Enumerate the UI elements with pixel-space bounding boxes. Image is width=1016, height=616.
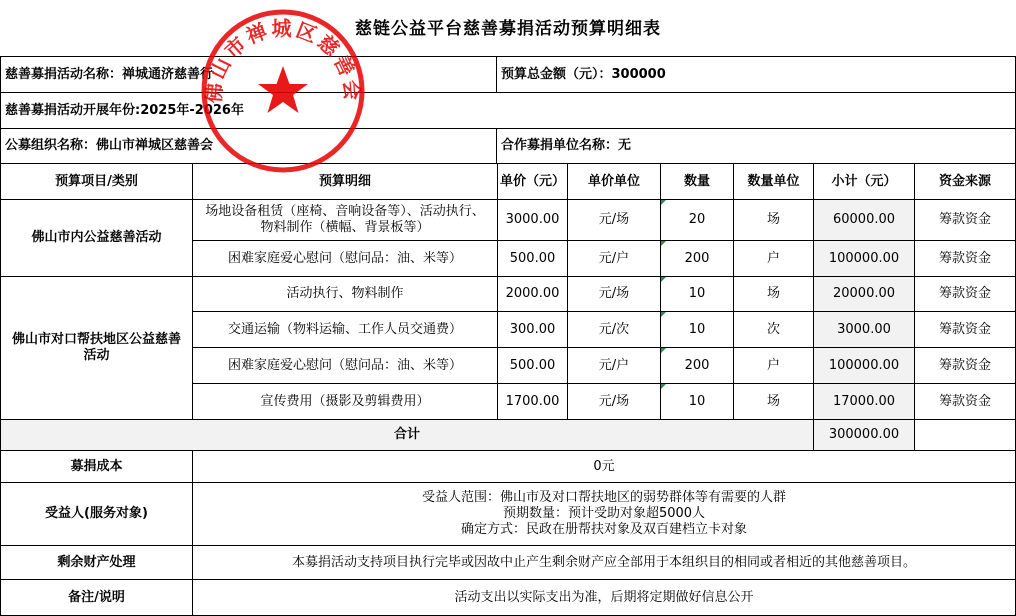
header-detail: 预算明细 — [193, 164, 498, 200]
row-subtotal: 3000.00 — [814, 312, 915, 348]
row-qty-unit: 次 — [734, 312, 814, 348]
row-qty-unit: 户 — [734, 348, 814, 384]
row-subtotal: 100000.00 — [814, 241, 915, 277]
row-price: 500.00 — [498, 348, 568, 384]
cost-label: 募捐成本 — [1, 451, 193, 483]
row-subtotal: 17000.00 — [814, 384, 915, 420]
row-source: 筹款资金 — [915, 200, 1016, 241]
activity-years: 慈善募捐活动开展年份:2025年-2026年 — [1, 93, 1016, 129]
header-source: 资金来源 — [915, 164, 1016, 200]
row-price-unit: 元/场 — [568, 384, 661, 420]
header-subtotal: 小计（元） — [814, 164, 915, 200]
row-source: 筹款资金 — [915, 348, 1016, 384]
activity-name: 慈善募捐活动名称：禅城通济慈善行 — [1, 57, 497, 93]
row-detail: 困难家庭爱心慰问（慰问品：油、米等） — [193, 348, 498, 384]
row-price-unit: 元/户 — [568, 348, 661, 384]
org-name: 公募组织名称：佛山市禅城区慈善会 — [1, 129, 497, 164]
total-label: 合计 — [1, 420, 814, 451]
row-source: 筹款资金 — [915, 241, 1016, 277]
remaining-value: 本募捐活动支持项目执行完毕或因故中止产生剩余财产应全部用于本组织目的相同或者相近的其他慈善项目。 — [193, 546, 1016, 580]
row-detail: 宣传费用（摄影及剪辑费用） — [193, 384, 498, 420]
row-price: 1700.00 — [498, 384, 568, 420]
cost-value: 0元 — [193, 451, 1016, 483]
row-qty-unit: 户 — [734, 241, 814, 277]
row-subtotal: 60000.00 — [814, 200, 915, 241]
row-detail: 困难家庭爱心慰问（慰问品：油、米等） — [193, 241, 498, 277]
header-qty-unit: 数量单位 — [734, 164, 814, 200]
page-title: 慈链公益平台慈善募捐活动预算明细表 — [355, 19, 661, 39]
row-price: 2000.00 — [498, 277, 568, 312]
row-detail: 活动执行、物料制作 — [193, 277, 498, 312]
seal-text: 佛山市禅城区慈善会 — [201, 16, 365, 105]
beneficiary-line: 受益人范围：佛山市及对口帮扶地区的弱势群体等有需要的人群 — [421, 490, 786, 505]
row-price: 300.00 — [498, 312, 568, 348]
row-price-unit: 元/场 — [568, 277, 661, 312]
beneficiary-line: 确定方式：民政在册帮扶对象及双百建档立卡对象 — [460, 522, 747, 537]
group-partner-region: 佛山市对口帮扶地区公益慈善活动 — [1, 277, 193, 420]
row-price-unit: 元/户 — [568, 241, 661, 277]
row-qty: 200 — [661, 348, 734, 384]
row-subtotal: 20000.00 — [814, 277, 915, 312]
partner-name: 合作募捐单位名称：无 — [497, 129, 1016, 164]
row-qty-unit: 场 — [734, 384, 814, 420]
header-qty: 数量 — [661, 164, 734, 200]
remaining-label: 剩余财产处理 — [1, 546, 193, 580]
row-detail: 场地设备租赁（座椅、音响设备等）、活动执行、物料制作（横幅、背景板等） — [193, 200, 498, 241]
total-value: 300000.00 — [814, 420, 915, 451]
notes-label: 备注/说明 — [1, 580, 193, 616]
row-qty-unit: 场 — [734, 200, 814, 241]
row-qty: 10 — [661, 312, 734, 348]
beneficiary-value — [193, 483, 1016, 546]
row-price-unit: 元/次 — [568, 312, 661, 348]
row-qty: 10 — [661, 277, 734, 312]
row-detail: 交通运输（物料运输、工作人员交通费） — [193, 312, 498, 348]
header-price: 单价（元） — [498, 164, 568, 200]
budget-total: 预算总金额（元）：300000 — [497, 57, 1016, 93]
row-price-unit: 元/场 — [568, 200, 661, 241]
row-price: 3000.00 — [498, 200, 568, 241]
row-qty: 20 — [661, 200, 734, 241]
row-subtotal: 100000.00 — [814, 348, 915, 384]
row-qty: 200 — [661, 241, 734, 277]
beneficiary-label: 受益人(服务对象) — [1, 483, 193, 546]
row-source: 筹款资金 — [915, 384, 1016, 420]
group-local: 佛山市内公益慈善活动 — [1, 200, 193, 277]
row-source: 筹款资金 — [915, 312, 1016, 348]
header-price-unit: 单价单位 — [568, 164, 661, 200]
row-qty: 10 — [661, 384, 734, 420]
notes-value: 活动支出以实际支出为准，后期将定期做好信息公开 — [193, 580, 1016, 616]
beneficiary-line: 预期数量：预计受助对象超5000人 — [502, 506, 706, 521]
row-qty-unit: 场 — [734, 277, 814, 312]
header-category: 预算项目/类别 — [1, 164, 193, 200]
row-price: 500.00 — [498, 241, 568, 277]
budget-table — [0, 56, 1016, 616]
row-source: 筹款资金 — [915, 277, 1016, 312]
total-blank — [915, 420, 1016, 451]
